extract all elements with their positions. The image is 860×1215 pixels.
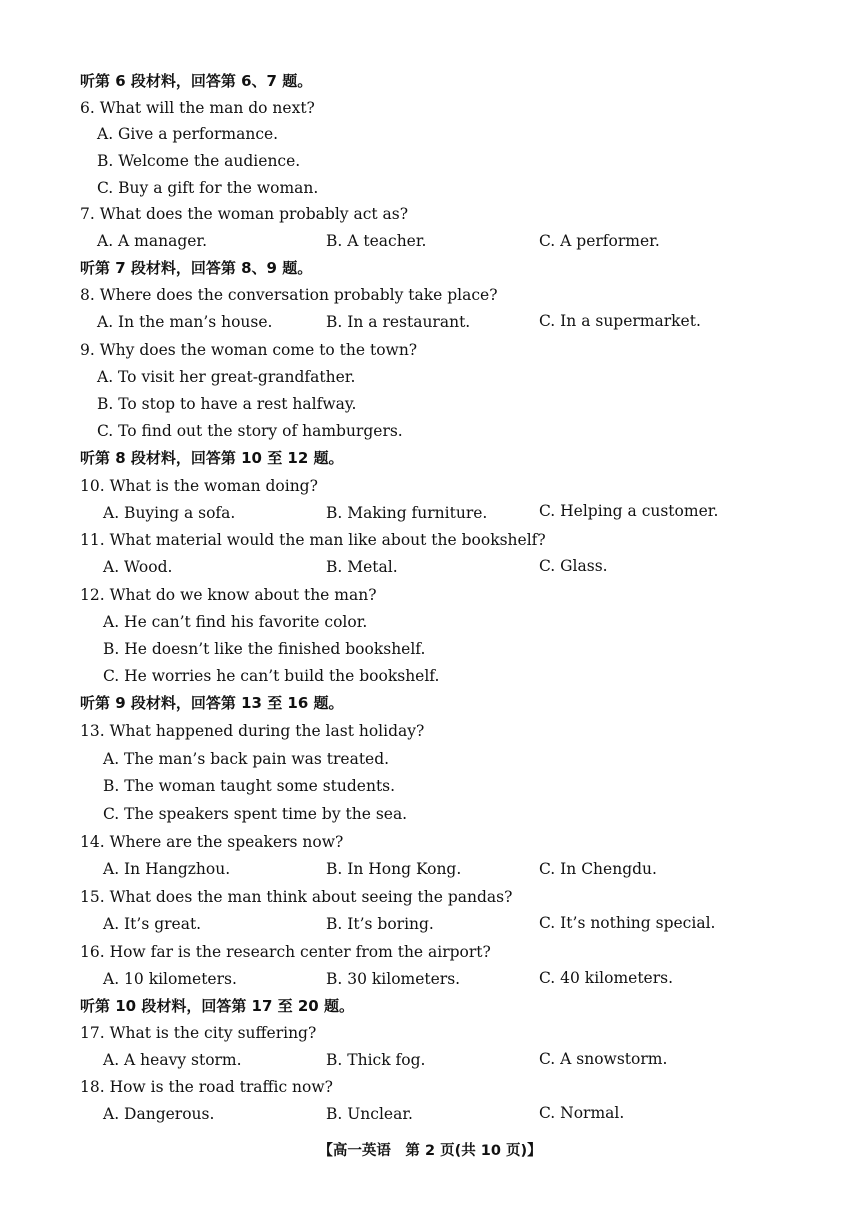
question-12: 12. What do we know about the man?	[80, 586, 377, 604]
question-10: 10. What is the woman doing?	[80, 477, 318, 495]
q7-option-c: C. A performer.	[539, 232, 660, 250]
q17-option-a: A. A heavy storm.	[103, 1051, 242, 1069]
section-heading-10: 听第 10 段材料，回答第 17 至 20 题。	[80, 997, 354, 1015]
q18-option-b: B. Unclear.	[326, 1105, 413, 1123]
section-heading-6: 听第 6 段材料，回答第 6、7 题。	[80, 72, 313, 90]
q6-option-b: B. Welcome the audience.	[97, 152, 301, 170]
q15-option-c: C. It’s nothing special.	[539, 914, 716, 932]
q15-option-a: A. It’s great.	[103, 915, 202, 933]
question-9: 9. Why does the woman come to the town?	[80, 341, 418, 359]
q17-option-c: C. A snowstorm.	[539, 1050, 668, 1068]
question-13: 13. What happened during the last holiday?	[80, 722, 425, 740]
q9-option-b: B. To stop to have a rest halfway.	[97, 395, 357, 413]
q8-option-a: A. In the man’s house.	[97, 313, 273, 331]
q10-option-c: C. Helping a customer.	[539, 502, 719, 520]
section-heading-9: 听第 9 段材料，回答第 13 至 16 题。	[80, 694, 344, 712]
q8-option-c: C. In a supermarket.	[539, 312, 701, 330]
q9-option-c: C. To find out the story of hamburgers.	[97, 422, 403, 440]
q11-option-c: C. Glass.	[539, 557, 608, 575]
q14-option-c: C. In Chengdu.	[539, 860, 657, 878]
q7-option-b: B. A teacher.	[326, 232, 427, 250]
q6-option-c: C. Buy a gift for the woman.	[97, 179, 319, 197]
q10-option-a: A. Buying a sofa.	[103, 504, 236, 522]
page-footer: 【高一英语 第 2 页(共 10 页)】	[318, 1143, 542, 1159]
q18-option-a: A. Dangerous.	[103, 1105, 215, 1123]
q17-option-b: B. Thick fog.	[326, 1051, 426, 1069]
q11-option-a: A. Wood.	[103, 558, 173, 576]
question-17: 17. What is the city suffering?	[80, 1024, 317, 1042]
question-7: 7. What does the woman probably act as?	[80, 205, 409, 223]
question-16: 16. How far is the research center from the airport?	[80, 943, 491, 961]
q8-option-b: B. In a restaurant.	[326, 313, 471, 331]
q14-option-a: A. In Hangzhou.	[103, 860, 231, 878]
q18-option-c: C. Normal.	[539, 1104, 625, 1122]
question-18: 18. How is the road traffic now?	[80, 1078, 333, 1096]
q16-option-c: C. 40 kilometers.	[539, 969, 674, 987]
q16-option-a: A. 10 kilometers.	[103, 970, 237, 988]
q11-option-b: B. Metal.	[326, 558, 398, 576]
q13-option-a: A. The man’s back pain was treated.	[103, 750, 390, 768]
q16-option-b: B. 30 kilometers.	[326, 970, 461, 988]
q13-option-c: C. The speakers spent time by the sea.	[103, 805, 408, 823]
q14-option-b: B. In Hong Kong.	[326, 860, 462, 878]
q12-option-b: B. He doesn’t like the finished bookshelf.	[103, 640, 426, 658]
q6-option-a: A. Give a performance.	[97, 125, 279, 143]
q12-option-a: A. He can’t find his favorite color.	[103, 613, 368, 631]
q15-option-b: B. It’s boring.	[326, 915, 434, 933]
q9-option-a: A. To visit her great-grandfather.	[97, 368, 356, 386]
q10-option-b: B. Making furniture.	[326, 504, 488, 522]
q7-option-a: A. A manager.	[97, 232, 208, 250]
section-heading-7: 听第 7 段材料，回答第 8、9 题。	[80, 259, 313, 277]
question-15: 15. What does the man think about seeing the pandas?	[80, 888, 513, 906]
question-8: 8. Where does the conversation probably take place?	[80, 286, 498, 304]
section-heading-8: 听第 8 段材料，回答第 10 至 12 题。	[80, 449, 344, 467]
q12-option-c: C. He worries he can’t build the bookshelf.	[103, 667, 440, 685]
question-14: 14. Where are the speakers now?	[80, 833, 344, 851]
q13-option-b: B. The woman taught some students.	[103, 777, 396, 795]
question-11: 11. What material would the man like about the bookshelf?	[80, 531, 546, 549]
question-6: 6. What will the man do next?	[80, 99, 315, 117]
